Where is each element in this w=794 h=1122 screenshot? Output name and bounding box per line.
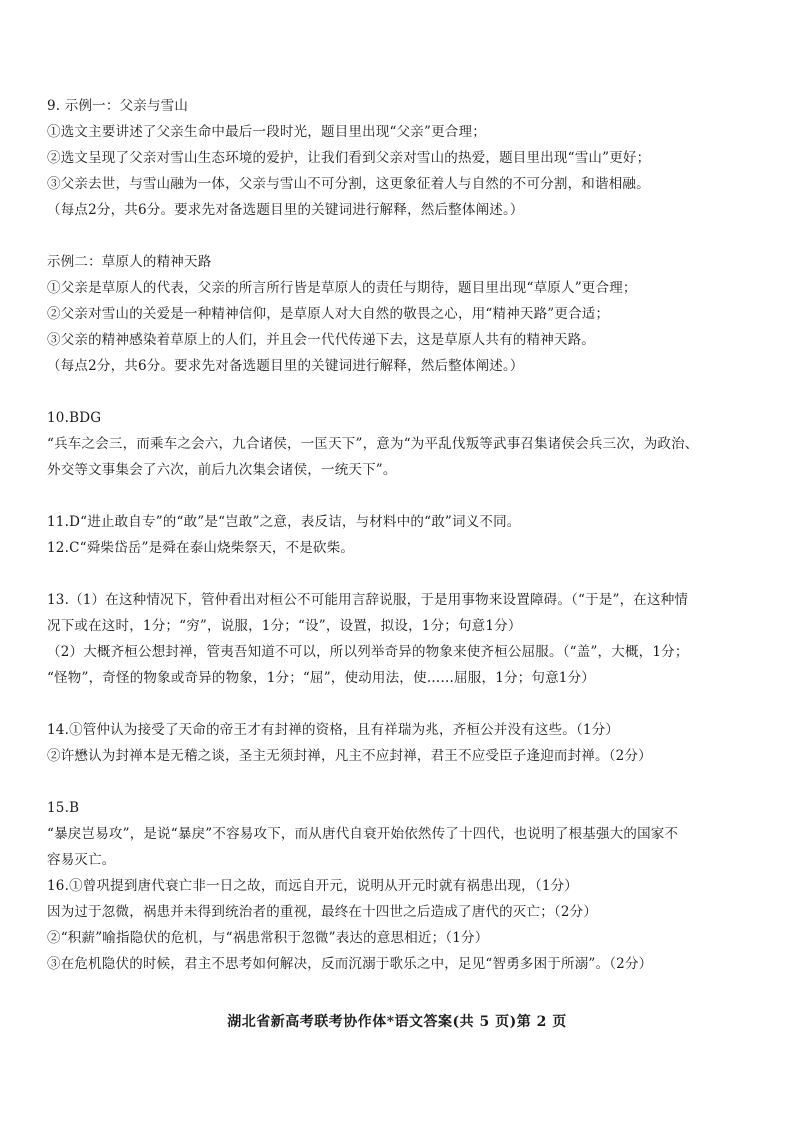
q10-explanation-2: 外交等文事集会了六次，前后九次集会诸侯，一统天下”。 — [47, 462, 397, 478]
q9-example2-point2: ②父亲对雪山的关爱是一种精神信仰，是草原人对大自然的敬畏之心，用“精神天路”更合适； — [47, 306, 610, 322]
q9-example1-scoring: （每点2分，共6分。要求先对备选题目里的关键词进行解释，然后整体阐述。） — [47, 202, 524, 218]
q12-answer: 12.C“舜柴岱岳”是舜在泰山烧柴祭天，不是砍柴。 — [47, 540, 355, 556]
q9-example2-point1: ①父亲是草原人的代表，父亲的所言所行皆是草原人的责任与期待，题目里出现“草原人”更合理； — [47, 280, 637, 296]
q16-point3: ③在危机隐伏的时候，君主不思考如何解决，反而沉溺于歌乐之中，足见“智勇多困于所溺”。（2分） — [47, 956, 653, 972]
q9-example2-point3: ③父亲的精神感染着草原上的人们，并且会一代代传递下去，这是草原人共有的精神天路。 — [47, 332, 595, 348]
q13-part2-line2: “怪物”，奇怪的物象或奇异的物象，1分；“屈”，使动用法，使……屈服，1分；句意1分） — [47, 670, 595, 686]
q9-example1-point1: ①选文主要讲述了父亲生命中最后一段时光，题目里出现“父亲”更合理； — [47, 124, 486, 140]
q9-example1-point3: ③父亲去世，与雪山融为一体，父亲与雪山不可分割，这更象征着人与自然的不可分割，和谐相融。 — [47, 176, 650, 192]
q9-example1-title: 9. 示例一：父亲与雪山 — [47, 98, 189, 114]
page-footer: 湖北省新高考联考协作体*语文答案(共 5 页)第 2 页 — [227, 1014, 567, 1030]
q16-point1-line2: 因为过于忽微，祸患并未得到统治者的重视，最终在十四世之后造成了唐代的灭亡；（2分） — [47, 904, 598, 920]
q13-part2-line1: （2）大概齐桓公想封禅，管夷吾知道不可以，所以列举奇异的物象来使齐桓公屈服。（“盖”，大概，1分； — [47, 644, 689, 660]
q14-point2: ②许懋认为封禅本是无稽之谈，圣主无须封禅，凡主不应封禅，君王不应受臣子逢迎而封禅。（2分） — [47, 748, 652, 764]
q15-answer: 15.B — [47, 800, 80, 816]
q11-answer: 11.D“进止敢自专”的“敢”是“岂敢”之意，表反诘，与材料中的“敢”词义不同。 — [47, 514, 521, 530]
q9-example2-title: 示例二：草原人的精神天路 — [47, 254, 212, 270]
q13-part1-line1: 13.（1）在这种情况下，管仲看出对桓公不可能用言辞说服，于是用事物来设置障碍。（“于是”，在这种情 — [47, 592, 689, 608]
q16-point2: ②“积薪”喻指隐伏的危机，与“祸患常积于忽微”表达的意思相近；（1分） — [47, 930, 489, 946]
q14-point1: 14.①管仲认为接受了天命的帝王才有封禅的资格，且有祥瑞为兆，齐桓公并没有这些。（1分） — [47, 722, 620, 738]
q13-part1-line2: 况下或在这时，1分；“穷”，说服，1分；“设”，设置，拟设，1分；句意1分） — [47, 618, 522, 634]
q9-example2-scoring: （每点2分，共6分。要求先对备选题目里的关键词进行解释，然后整体阐述。） — [47, 358, 524, 374]
q9-example1-point2: ②选文呈现了父亲对雪山生态环境的爱护，让我们看到父亲对雪山的热爱，题目里出现“雪山”更好； — [47, 150, 651, 166]
q16-point1-line1: 16.①曾巩提到唐代衰亡非一日之故，而远自开元，说明从开元时就有祸患出现，（1分） — [47, 878, 579, 894]
q10-answer: 10.BDG — [47, 410, 102, 426]
q10-explanation-1: “兵车之会三，而乘车之会六，九合诸侯，一匡天下”，意为“为平乱伐叛等武事召集诸侯会兵三次，为政治、 — [47, 436, 699, 452]
q15-explanation-2: 容易灭亡。 — [47, 852, 116, 868]
q15-explanation-1: “暴戾岂易攻”，是说“暴戾”不容易攻下，而从唐代自衰开始依然传了十四代，也说明了根基强大的国家不 — [47, 826, 679, 842]
